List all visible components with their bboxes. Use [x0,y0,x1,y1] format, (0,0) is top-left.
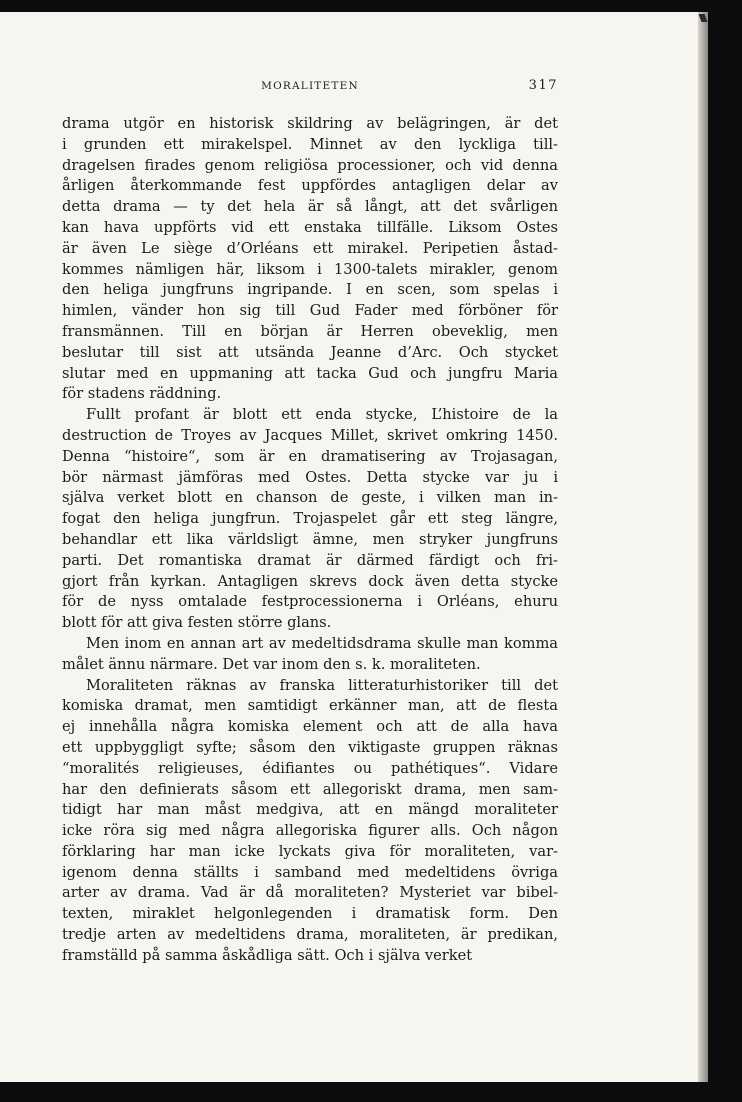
text-line: den heliga jungfruns ingripande. I en scen, som spelas i [62,281,558,299]
paragraph [62,634,558,676]
text-line: gjort från kyrkan. Antagligen skrevs dock även detta stycke [62,572,558,590]
text-line: tredje arten av medeltidens drama, moraliteten, är predikan, [62,926,558,944]
text-line: ej innehålla några komiska element och att de alla hava [62,718,558,736]
page-header [62,78,558,96]
text-line: fogat den heliga jungfrun. Trojaspelet går ett steg längre, [62,510,558,528]
running-title: MORALITETEN [261,80,359,92]
text-line: fransmännen. Till en början är Herren obeveklig, men [62,322,558,340]
text-line: målet ännu närmare. Det var inom den s. k. moraliteten. [62,655,481,673]
text-line: slutar med en uppmaning att tacka Gud och jungfru Maria [62,364,558,382]
text-line: Fullt profant är blott ett enda stycke, L’histoire de la [86,406,558,424]
text-line: texten, miraklet helgonlegenden i dramatisk form. Den [62,905,558,923]
text-line: behandlar ett lika världsligt ämne, men stryker jungfruns [62,530,558,548]
paragraph [62,114,558,405]
text-line: kan hava uppförts vid ett enstaka tillfälle. Liksom Ostes [62,218,558,236]
text-line: dragelsen firades genom religiösa processioner, och vid denna [62,156,558,174]
text-line: förklaring har man icke lyckats giva för moraliteten, var- [62,842,558,860]
text-line: arter av drama. Vad är då moraliteten? Mysteriet var bibel- [62,884,558,902]
text-line: i grunden ett mirakelspel. Minnet av den lyckliga till- [62,135,558,153]
paragraph [62,405,558,634]
text-line: Men inom en annan art av medeltidsdrama skulle man komma [86,634,558,652]
text-line: kommes nämligen här, liksom i 1300-talets mirakler, genom [62,260,558,278]
text-line: årligen återkommande fest uppfördes antagligen delar av [62,177,558,195]
text-line: blott för att giva festen större glans. [62,614,332,632]
page-edge-shadow [698,12,708,1082]
text-line: destruction de Troyes av Jacques Millet, skrivet omkring 1450. [62,426,558,444]
text-line: komiska dramat, men samtidigt erkänner man, att de flesta [62,697,558,715]
text-line: för de nyss omtalade festprocessionerna i Orléans, ehuru [62,593,558,611]
text-line: framställd på samma åskådliga sätt. Och i själva verket [62,946,473,964]
text-line: är även Le siège d’Orléans ett mirakel. Peripetien åstad- [62,239,558,257]
text-line: “moralités religieuses, édifiantes ou pathétiques“. Vidare [62,759,558,777]
text-line: själva verket blott en chanson de geste, i vilken man in- [62,489,558,507]
text-line: bör närmast jämföras med Ostes. Detta stycke var ju i [62,468,558,486]
text-line: ett uppbyggligt syfte; såsom den viktigaste gruppen räknas [62,738,558,756]
text-line: har den definierats såsom ett allegoriskt drama, men sam- [62,780,558,798]
text-line: Denna “histoire“, som är en dramatisering av Trojasagan, [62,447,558,465]
text-line: igenom denna ställts i samband med medeltidens övriga [62,863,558,881]
text-line: parti. Det romantiska dramat är därmed färdigt och fri- [62,551,558,569]
body-text [62,114,558,967]
text-line: icke röra sig med några allegoriska figurer alls. Och någon [62,822,558,840]
text-line: detta drama — ty det hela är så långt, att det svårligen [62,198,558,216]
text-line: drama utgör en historisk skildring av belägringen, är det [62,115,558,132]
page-number: 317 [528,78,558,93]
text-line: Moraliteten räknas av franska litteraturhistoriker till det [86,676,558,694]
paragraph [62,676,558,967]
text-line: beslutar till sist att utsända Jeanne d’Arc. Och stycket [62,343,558,361]
text-line: himlen, vänder hon sig till Gud Fader med förböner för [62,302,558,320]
text-line: för stadens räddning. [62,385,222,403]
text-line: tidigt har man måst medgiva, att en mängd moraliteter [62,801,558,819]
